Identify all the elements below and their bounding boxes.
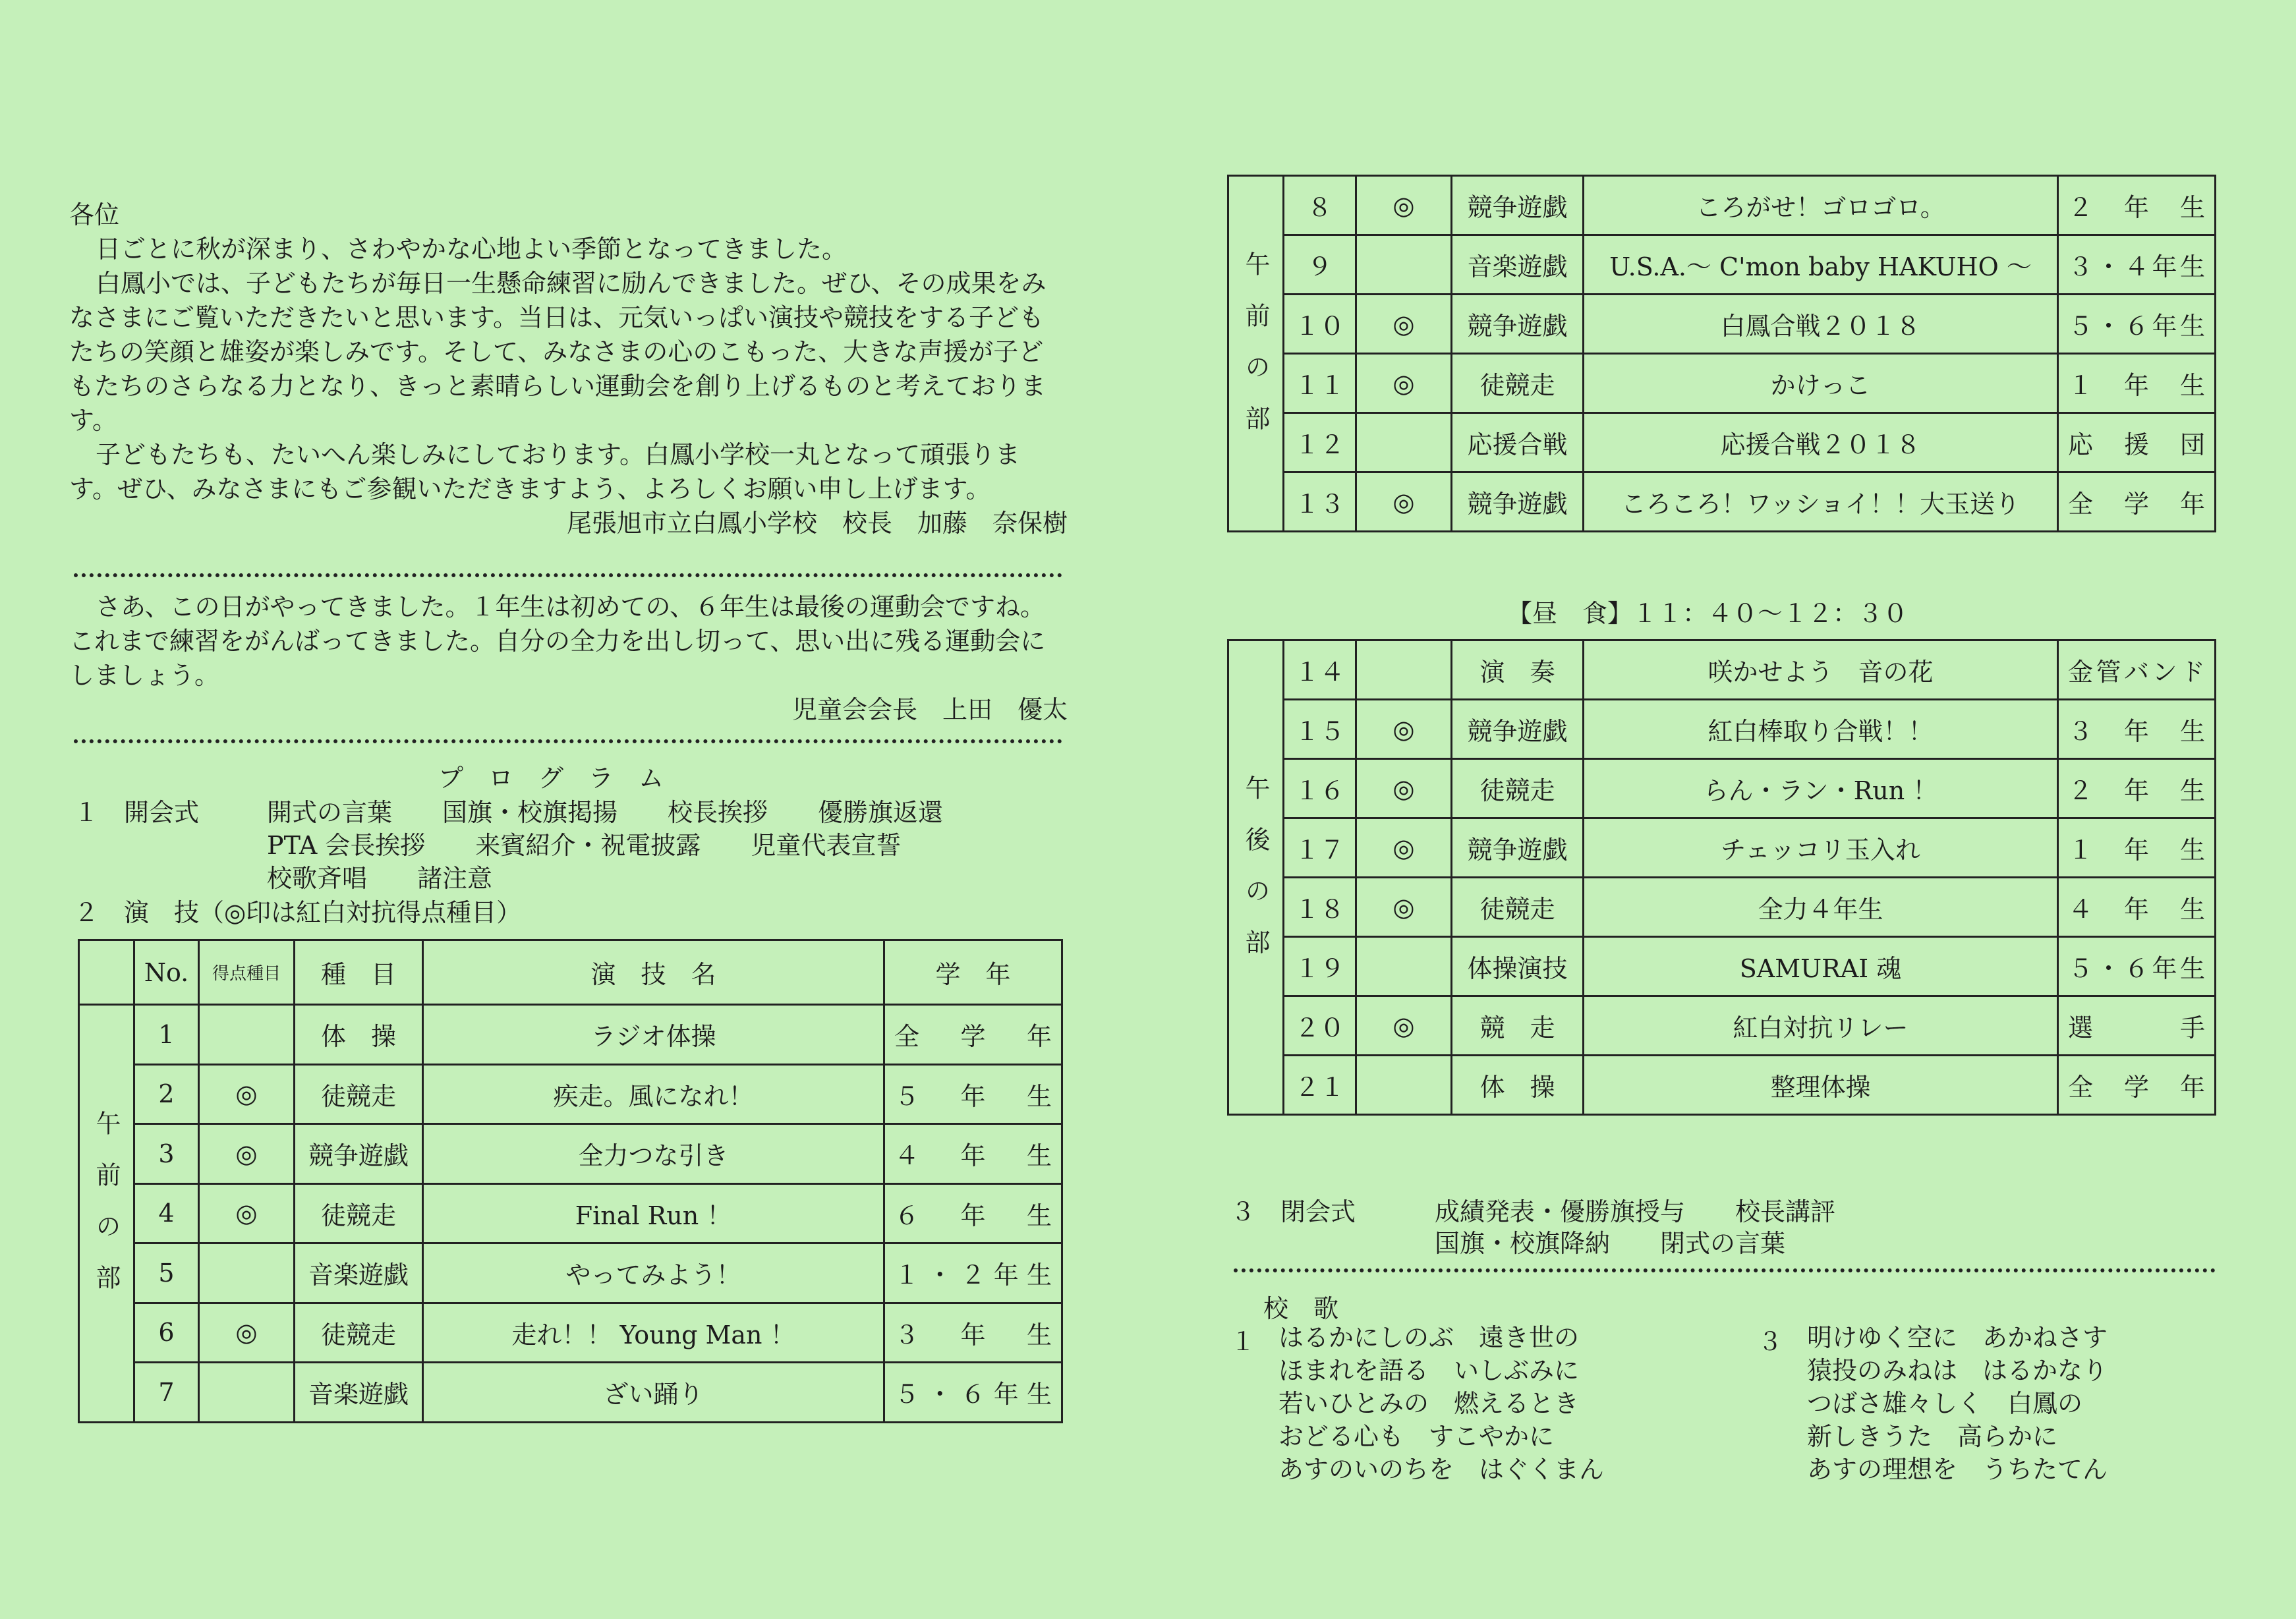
event-grade: 全学年 — [884, 1005, 1062, 1065]
event-grade: 全学年 — [2058, 472, 2216, 532]
opening-items: 校歌斉唱 諸注意 — [267, 864, 493, 893]
performance-label: ２ 演 技（◎印は紅白対抗得点種目） — [74, 898, 522, 927]
program-table-afternoon — [1227, 639, 2216, 1116]
table-row — [1228, 818, 2216, 878]
section-label: 午前の部 — [1228, 176, 1284, 532]
event-type: 音楽遊戯 — [295, 1243, 423, 1303]
row-number: １７ — [1284, 818, 1356, 878]
event-type: 競争遊戯 — [1452, 700, 1584, 759]
lyric-line: 若いひとみの 燃えるとき — [1278, 1389, 1580, 1418]
table-row — [79, 1005, 1062, 1065]
row-number: １６ — [1284, 759, 1356, 818]
table-row — [1228, 759, 2216, 818]
event-grade: ５・６年生 — [2058, 295, 2216, 354]
table-row — [1228, 1056, 2216, 1115]
event-type: 競争遊戯 — [295, 1124, 423, 1184]
row-number: １４ — [1284, 640, 1356, 700]
event-name: 全力４年生 — [1584, 878, 2058, 937]
event-grade: ２年生 — [2058, 759, 2216, 818]
event-grade: 選 手 — [2058, 996, 2216, 1056]
table-row — [1228, 996, 2216, 1056]
opening-items: PTA 会長挨拶 来賓紹介・祝電披露 児童代表宣誓 — [267, 831, 902, 860]
row-number: １３ — [1284, 472, 1356, 532]
event-grade: ３年生 — [2058, 700, 2216, 759]
table-row — [1228, 354, 2216, 413]
event-grade: 応援団 — [2058, 413, 2216, 472]
lyric-line: あすのいのちを はぐくまん — [1278, 1455, 1605, 1484]
event-type: 音楽遊戯 — [1452, 235, 1584, 295]
event-name: らん・ラン・Run ！ — [1584, 759, 2058, 818]
row-number: １９ — [1284, 937, 1356, 996]
greeting-paragraph: 白鳳小では、子どもたちが毎日一生懸命練習に励んできました。ぜひ、その成果をみなさまにご覧いただきたいと思います。当日は、元気いっぱい演技や競技をする子どもたちの笑顔と雄姿が楽しみです。そして、みなさまの心のこもった、大きな声援が子どもたちのさらなる力となり、きっと素晴らしい運動会を創り上げるものと考えております。 — [69, 269, 1047, 435]
lyric-line: ほまれを語る いしぶみに — [1278, 1356, 1580, 1385]
points-mark: ◎ — [199, 1183, 295, 1243]
points-mark — [1356, 413, 1452, 472]
points-mark — [199, 1363, 295, 1423]
lyric-line: つばさ雄々しく 白鳳の — [1807, 1389, 2083, 1418]
program-heading: プ ロ グ ラ ム — [438, 764, 664, 793]
opening-items: 開式の言葉 国旗・校旗掲揚 校長挨拶 優勝旗返還 — [267, 798, 944, 827]
table-row — [79, 1183, 1062, 1243]
event-name: チェッコリ玉入れ — [1584, 818, 2058, 878]
row-number: ９ — [1284, 235, 1356, 295]
event-type: 体 操 — [1452, 1056, 1584, 1115]
event-type: 徒競走 — [295, 1064, 423, 1124]
event-grade: １年生 — [2058, 354, 2216, 413]
header-grade: 学 年 — [884, 940, 1062, 1005]
lyric-line: おどる心も すこやかに — [1278, 1422, 1555, 1451]
closing-items: 成績発表・優勝旗授与 校長講評 — [1435, 1197, 1836, 1226]
student-signature: 児童会会長 上田 優太 — [791, 695, 1068, 724]
lyric-line: あすの理想を うちたてん — [1807, 1455, 2108, 1484]
lunch-break: 【昼 食】１１：４０～１２：３０ — [1507, 599, 1909, 628]
points-mark: ◎ — [1356, 759, 1452, 818]
row-number: ２０ — [1284, 996, 1356, 1056]
table-row — [1228, 235, 2216, 295]
row-number: １８ — [1284, 878, 1356, 937]
event-type: 演 奏 — [1452, 640, 1584, 700]
event-type: 応援合戦 — [1452, 413, 1584, 472]
lyric-line: はるかにしのぶ 遠き世の — [1278, 1323, 1580, 1352]
student-message-block — [69, 590, 1068, 727]
points-mark — [199, 1243, 295, 1303]
row-number: １１ — [1284, 354, 1356, 413]
verse-number: ３ — [1758, 1327, 1783, 1356]
verse-3 — [1807, 1321, 2108, 1486]
event-name: SAMURAI 魂 — [1584, 937, 2058, 996]
points-mark: ◎ — [1356, 295, 1452, 354]
closing-items: 国旗・校旗降納 閉式の言葉 — [1435, 1229, 1786, 1258]
header-type: 種 目 — [295, 940, 423, 1005]
divider — [1234, 1268, 2216, 1272]
salutation: 各位 — [69, 200, 120, 229]
points-mark: ◎ — [1356, 996, 1452, 1056]
table-row — [1228, 295, 2216, 354]
verse-1 — [1278, 1321, 1604, 1486]
event-name: かけっこ — [1584, 354, 2058, 413]
event-name: やってみよう！ — [423, 1243, 884, 1303]
section-label: 午前の部 — [79, 1005, 134, 1423]
points-mark: ◎ — [1356, 354, 1452, 413]
table-row — [1228, 700, 2216, 759]
event-grade: 金管バンド — [2058, 640, 2216, 700]
event-grade: ４年生 — [2058, 878, 2216, 937]
points-mark: ◎ — [1356, 472, 1452, 532]
table-row — [79, 1303, 1062, 1363]
verse-number: １ — [1230, 1327, 1256, 1356]
closing-label: ３ 閉会式 — [1230, 1197, 1356, 1226]
event-type: 競争遊戯 — [1452, 818, 1584, 878]
program-table-morning-continued — [1227, 175, 2216, 532]
event-type: 徒競走 — [1452, 759, 1584, 818]
event-type: 徒競走 — [295, 1303, 423, 1363]
row-number: ２１ — [1284, 1056, 1356, 1115]
points-mark — [1356, 235, 1452, 295]
event-type: 競争遊戯 — [1452, 295, 1584, 354]
event-type: 体 操 — [295, 1005, 423, 1065]
event-type: 競争遊戯 — [1452, 176, 1584, 235]
event-grade: ３・４年生 — [2058, 235, 2216, 295]
event-grade: ４年生 — [884, 1124, 1062, 1184]
event-type: 徒競走 — [1452, 878, 1584, 937]
event-name: ころがせ！ゴロゴロ。 — [1584, 176, 2058, 235]
section-label: 午後の部 — [1228, 640, 1284, 1115]
points-mark — [1356, 937, 1452, 996]
points-mark: ◎ — [199, 1124, 295, 1184]
event-grade: ５年生 — [884, 1064, 1062, 1124]
event-name: 応援合戦２０１８ — [1584, 413, 2058, 472]
event-grade: ６年生 — [884, 1183, 1062, 1243]
event-name: Final Run ！ — [423, 1183, 884, 1243]
greeting-paragraph: 子どもたちも、たいへん楽しみにしております。白鳳小学校一丸となって頑張ります。ぜひ、みなさまにもご参観いただきますよう、よろしくお願い申し上げます。 — [69, 440, 1020, 503]
event-name: 紅白対抗リレー — [1584, 996, 2058, 1056]
event-name: U.S.A.～ C'mon baby HAKUHO ～ — [1584, 235, 2058, 295]
principal-signature: 尾張旭市立白鳳小学校 校長 加藤 奈保樹 — [566, 509, 1068, 538]
table-row — [1228, 878, 2216, 937]
program-table-morning — [78, 939, 1063, 1423]
greeting-block — [69, 198, 1068, 540]
table-row — [79, 1064, 1062, 1124]
row-number: １２ — [1284, 413, 1356, 472]
table-row — [1228, 472, 2216, 532]
table-row — [1228, 176, 2216, 235]
event-grade: ５・６年生 — [2058, 937, 2216, 996]
event-type: 徒競走 — [295, 1183, 423, 1243]
event-name: 全力つな引き — [423, 1124, 884, 1184]
event-name: 白鳳合戦２０１８ — [1584, 295, 2058, 354]
points-mark: ◎ — [1356, 878, 1452, 937]
event-grade: １年生 — [2058, 818, 2216, 878]
event-grade: 全学年 — [2058, 1056, 2216, 1115]
divider — [74, 573, 1062, 577]
lyric-line: 新しきうた 高らかに — [1807, 1422, 2058, 1451]
event-grade: ３年生 — [884, 1303, 1062, 1363]
table-row — [79, 1243, 1062, 1303]
event-grade: ５・６年生 — [884, 1363, 1062, 1423]
lyric-line: 猿投のみねは はるかなり — [1807, 1356, 2108, 1385]
event-name: 紅白棒取り合戦！！ — [1584, 700, 2058, 759]
row-number: 4 — [134, 1183, 199, 1243]
points-mark: ◎ — [1356, 818, 1452, 878]
row-number: 2 — [134, 1064, 199, 1124]
table-header-row — [79, 940, 1062, 1005]
points-mark: ◎ — [199, 1064, 295, 1124]
greeting-paragraph: 日ごとに秋が深まり、さわやかな心地よい季節となってきました。 — [96, 235, 847, 264]
event-type: 徒競走 — [1452, 354, 1584, 413]
header-points: 得点種目 — [199, 940, 295, 1005]
opening-label: １ 開会式 — [74, 798, 200, 827]
event-type: 体操演技 — [1452, 937, 1584, 996]
table-row — [1228, 413, 2216, 472]
row-number: 3 — [134, 1124, 199, 1184]
row-number: 7 — [134, 1363, 199, 1423]
table-row — [1228, 937, 2216, 996]
points-mark: ◎ — [199, 1303, 295, 1363]
points-mark — [1356, 640, 1452, 700]
points-mark: ◎ — [1356, 700, 1452, 759]
row-number: 6 — [134, 1303, 199, 1363]
points-mark — [1356, 1056, 1452, 1115]
row-number: １０ — [1284, 295, 1356, 354]
row-number: 1 — [134, 1005, 199, 1065]
table-row — [79, 1363, 1062, 1423]
event-name: ラジオ体操 — [423, 1005, 884, 1065]
event-type: 音楽遊戯 — [295, 1363, 423, 1423]
table-row — [79, 1124, 1062, 1184]
event-name: 疾走。風になれ！ — [423, 1064, 884, 1124]
row-number: 5 — [134, 1243, 199, 1303]
event-type: 競争遊戯 — [1452, 472, 1584, 532]
points-mark — [199, 1005, 295, 1065]
blank-cell — [79, 940, 134, 1005]
event-grade: １・２年生 — [884, 1243, 1062, 1303]
table-row — [1228, 640, 2216, 700]
row-number: ８ — [1284, 176, 1356, 235]
right-page — [1148, 0, 2296, 1619]
header-name: 演 技 名 — [423, 940, 884, 1005]
event-grade: ２年生 — [2058, 176, 2216, 235]
divider — [74, 739, 1062, 743]
student-paragraph: さあ、この日がやってきました。１年生は初めての、６年生は最後の運動会ですね。これまで練習をがんばってきました。自分の全力を出し切って、思い出に残る運動会にしましょう。 — [69, 592, 1046, 690]
event-name: 咲かせよう 音の花 — [1584, 640, 2058, 700]
school-song-heading: 校 歌 — [1263, 1294, 1339, 1323]
header-no: No. — [134, 940, 199, 1005]
event-name: 走れ！！ Young Man ！ — [423, 1303, 884, 1363]
event-name: 整理体操 — [1584, 1056, 2058, 1115]
event-name: ざい踊り — [423, 1363, 884, 1423]
lyric-line: 明けゆく空に あかねさす — [1807, 1323, 2108, 1352]
points-mark: ◎ — [1356, 176, 1452, 235]
event-type: 競 走 — [1452, 996, 1584, 1056]
event-name: ころころ！ワッショイ！！大玉送り — [1584, 472, 2058, 532]
row-number: １５ — [1284, 700, 1356, 759]
